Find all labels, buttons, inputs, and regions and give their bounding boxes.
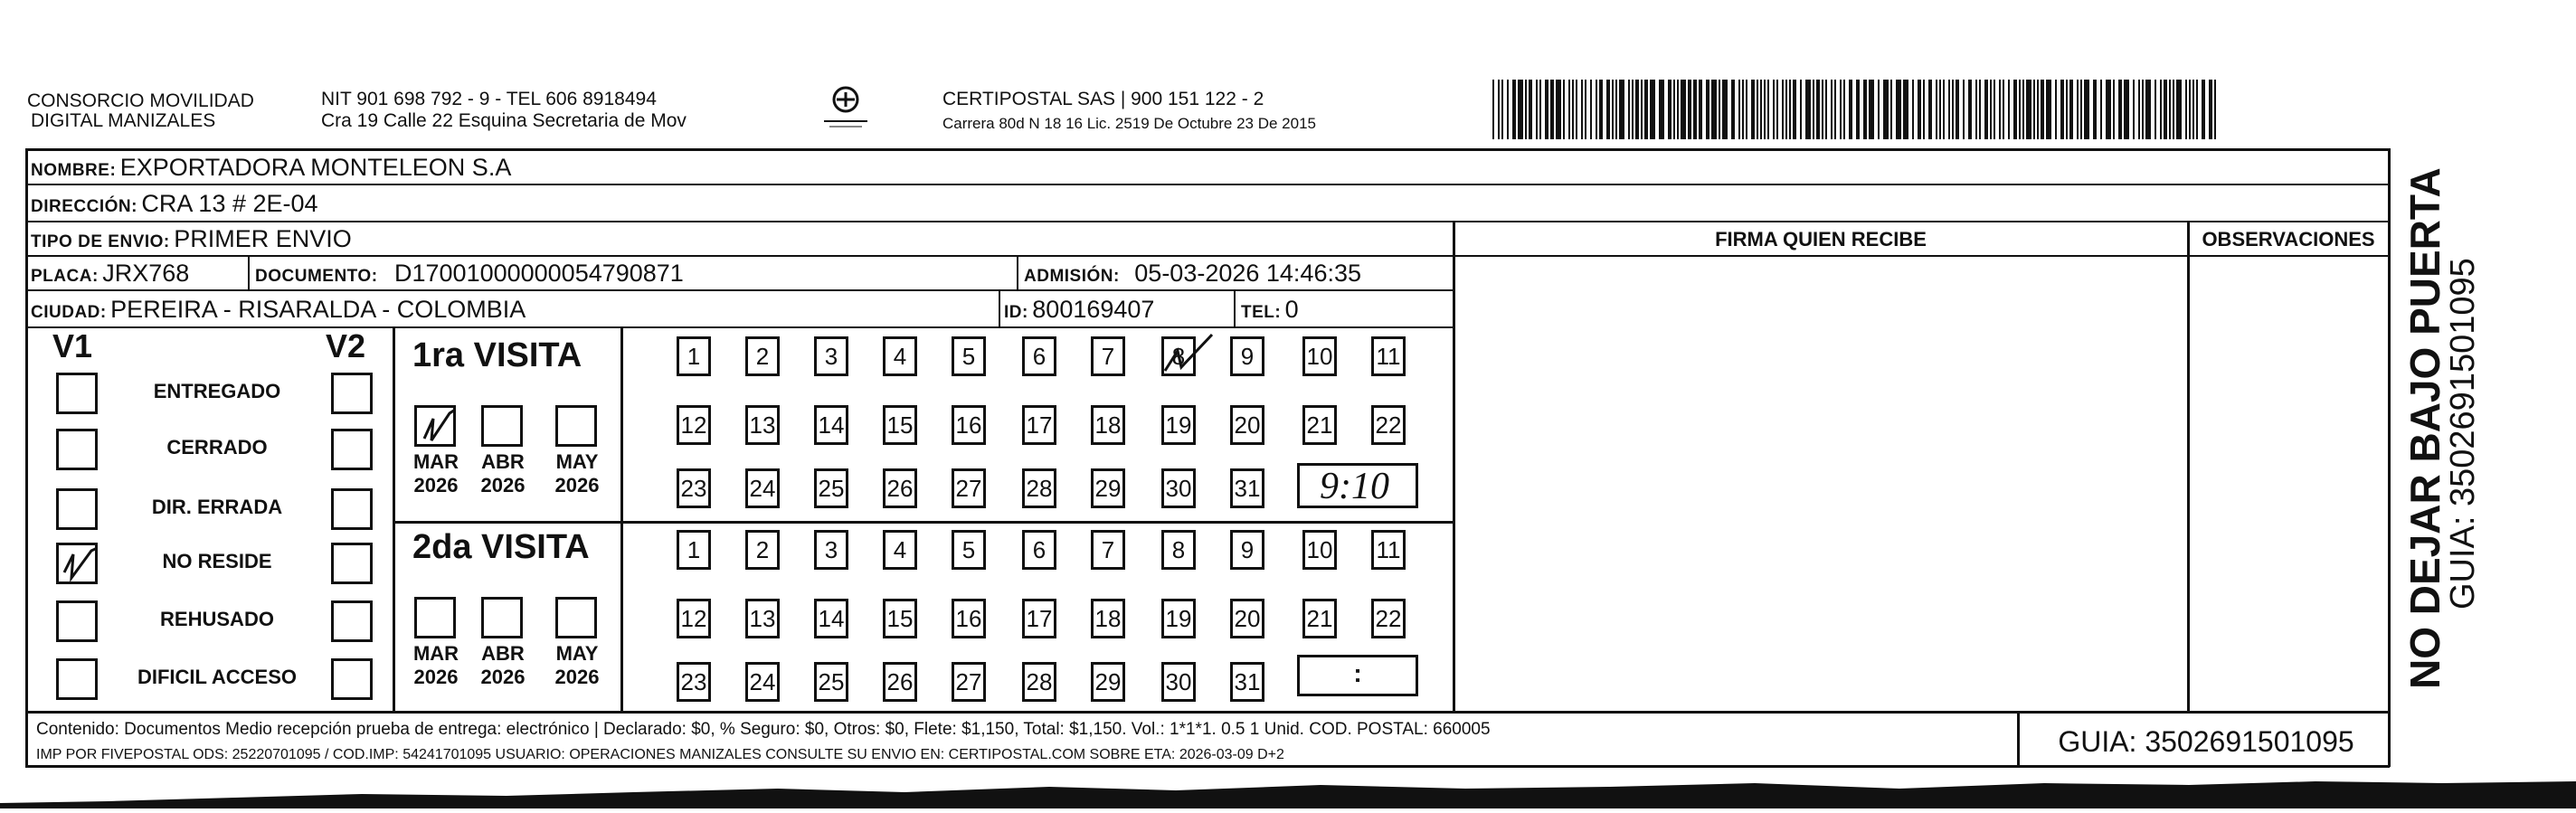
barcode-bar: [1699, 80, 1702, 139]
barcode-bar: [1773, 80, 1775, 139]
barcode-bar: [2185, 80, 2187, 139]
handwritten-time-text: 9:10: [1320, 466, 1389, 506]
year-label: 2026: [480, 474, 526, 496]
barcode-bar: [1628, 80, 1630, 139]
barcode-bar: [2124, 80, 2129, 139]
certipostal-logo: [819, 83, 873, 137]
firma-label: FIRMA QUIEN RECIBE: [1715, 228, 1927, 251]
barcode-bar: [1641, 80, 1643, 139]
barcode-bar: [1635, 80, 1639, 139]
barcode-bar: [1719, 80, 1720, 139]
barcode-bar: [2003, 80, 2004, 139]
v1-status-checkbox[interactable]: [56, 429, 98, 470]
barcode-bar: [2118, 80, 2122, 139]
v1-status-checkbox[interactable]: [56, 488, 98, 530]
second-visit-day[interactable]: 30: [1161, 662, 1196, 702]
barcode-bar: [2133, 80, 2135, 139]
barcode-bar: [2026, 80, 2031, 139]
first-visit-day[interactable]: 6: [1022, 336, 1056, 376]
barcode-bar: [1968, 80, 1972, 139]
barcode-bar: [1903, 80, 1908, 139]
first-visit-day[interactable]: 23: [677, 468, 711, 508]
barcode-bar: [1936, 80, 1937, 139]
first-visit-day[interactable]: 17: [1022, 405, 1056, 445]
barcode-bar: [1556, 80, 1561, 139]
id-value: 800169407: [1032, 296, 1155, 323]
second-visit-day[interactable]: 12: [677, 599, 711, 638]
status-label: NO RESIDE: [162, 550, 272, 572]
barcode-bar: [2145, 80, 2151, 139]
v2-label: V2: [326, 327, 366, 364]
barcode-bar: [1923, 80, 1925, 139]
second-visit-day[interactable]: 2: [745, 530, 780, 570]
barcode-bar: [1492, 80, 1494, 139]
second-visit-day[interactable]: 7: [1091, 530, 1125, 570]
second-visit-day[interactable]: 28: [1022, 662, 1056, 702]
first-visit-day[interactable]: 1: [677, 336, 711, 376]
second-visit-day[interactable]: 11: [1371, 530, 1406, 570]
year-label: 2026: [554, 474, 600, 496]
direccion-value: CRA 13 # 2E-04: [141, 190, 318, 217]
barcode-bar: [2209, 80, 2212, 139]
barcode-bar: [1615, 80, 1617, 139]
barcode-bar: [1518, 80, 1523, 139]
v2-status-checkbox[interactable]: [331, 488, 373, 530]
second-visit-day[interactable]: 3: [814, 530, 848, 570]
tel-value: 0: [1284, 296, 1299, 323]
nombre-value: EXPORTADORA MONTELEON S.A: [119, 154, 512, 181]
barcode-bar: [1805, 80, 1811, 139]
direccion-label: DIRECCIÓN:: [31, 197, 137, 216]
barcode-bar: [1632, 80, 1634, 139]
second-visit-day[interactable]: 23: [677, 662, 711, 702]
month-label: MAY: [555, 642, 599, 665]
status-label: CERRADO: [166, 436, 268, 458]
barcode-bar: [2013, 80, 2017, 139]
barcode-bar: [1963, 80, 1965, 139]
nombre-label: NOMBRE:: [31, 161, 117, 180]
barcode-bar: [1813, 80, 1814, 139]
first-visit-day[interactable]: 3: [814, 336, 848, 376]
second-visit-day[interactable]: 24: [745, 662, 780, 702]
tel-label: TEL:: [1241, 303, 1282, 322]
second-visit-day[interactable]: 27: [952, 662, 986, 702]
first-visit-day[interactable]: 20: [1230, 405, 1264, 445]
barcode-bar: [1606, 80, 1610, 139]
barcode-bar: [1939, 80, 1941, 139]
v2-status-checkbox[interactable]: [331, 543, 373, 584]
barcode-bar: [1539, 80, 1541, 139]
barcode-bar: [1742, 80, 1744, 139]
month-label: MAR: [412, 450, 459, 473]
barcode-bar: [2113, 80, 2115, 139]
first-visit-day[interactable]: 8: [1161, 336, 1196, 376]
v1-status-checkbox[interactable]: [56, 373, 98, 414]
barcode-bar: [1984, 80, 1988, 139]
barcode-bar: [1948, 80, 1950, 139]
second-visit-month-checkbox[interactable]: [414, 597, 456, 638]
barcode-bar: [1568, 80, 1570, 139]
barcode-bar: [1825, 80, 1827, 139]
barcode-bar: [1644, 80, 1648, 139]
first-visit-day[interactable]: 21: [1302, 405, 1337, 445]
first-visit-day[interactable]: 27: [952, 468, 986, 508]
barcode-bar: [1999, 80, 2001, 139]
second-visit-day[interactable]: 4: [883, 530, 917, 570]
first-visit-day[interactable]: 29: [1091, 468, 1125, 508]
barcode-bar: [2060, 80, 2064, 139]
barcode-bar: [1869, 80, 1874, 139]
year-label: 2026: [413, 666, 459, 688]
v2-status-checkbox[interactable]: [331, 429, 373, 470]
admision-value: 05-03-2026 14:46:35: [1134, 260, 1361, 287]
barcode-bar: [1760, 80, 1762, 139]
barcode-bar: [1585, 80, 1586, 139]
barcode-bar: [1545, 80, 1548, 139]
barcode-bar: [2176, 80, 2182, 139]
v2-status-checkbox[interactable]: [331, 658, 373, 700]
imp-line: IMP POR FIVEPOSTAL ODS: 25220701095 / COD.IMP: 54241701095 USUARIO: OPERACIONES MANIZALES CONSULTE SU ENVIO EN: CERTIPOSTAL.COM SOBRE ETA: 2026-03-09 D+2: [36, 747, 1284, 762]
v2-status-checkbox[interactable]: [331, 373, 373, 414]
barcode-bar: [2164, 80, 2167, 139]
barcode-bar: [1673, 80, 1675, 139]
barcode-bar: [1536, 80, 1538, 139]
barcode-bar: [1738, 80, 1740, 139]
barcode-bar: [1767, 80, 1769, 139]
torn-edge: [0, 778, 2576, 808]
barcode-bar: [1918, 80, 1921, 139]
documento-value: D17001000000054790871: [394, 260, 684, 287]
first-visit-day[interactable]: 24: [745, 468, 780, 508]
second-visit-day[interactable]: 13: [745, 599, 780, 638]
month-label: MAR: [412, 642, 459, 665]
v1-status-checkbox[interactable]: [56, 543, 98, 584]
barcode-bar: [1668, 80, 1672, 139]
barcode-bar: [1563, 80, 1565, 139]
second-visit-month-checkbox[interactable]: [481, 597, 523, 638]
first-visit-day[interactable]: 11: [1371, 336, 1406, 376]
barcode-bar: [2100, 80, 2102, 139]
barcode-bar: [2055, 80, 2057, 139]
first-visit-day[interactable]: 31: [1230, 468, 1264, 508]
second-visit-day[interactable]: 9: [1230, 530, 1264, 570]
barcode-bar: [1572, 80, 1574, 139]
second-visit-day[interactable]: 1: [677, 530, 711, 570]
barcode-bar: [1677, 80, 1679, 139]
second-visit-day[interactable]: 14: [814, 599, 848, 638]
side-guia: GUIA: 3502691501095: [2444, 258, 2482, 610]
barcode-bar: [2093, 80, 2097, 139]
year-label: 2026: [554, 666, 600, 688]
barcode-bar: [1650, 80, 1655, 139]
barcode-bar: [1512, 80, 1516, 139]
v2-status-checkbox[interactable]: [331, 600, 373, 642]
barcode-bar: [2046, 80, 2051, 139]
barcode-bar: [2138, 80, 2140, 139]
barcode-bar: [1757, 80, 1758, 139]
barcode-bar: [2022, 80, 2024, 139]
barcode-bar: [1501, 80, 1503, 139]
barcode: [1492, 80, 2216, 139]
barcode-bar: [1722, 80, 1728, 139]
ciudad-label: CIUDAD:: [31, 303, 107, 322]
barcode-bar: [1849, 80, 1852, 139]
first-visit-day[interactable]: 19: [1161, 405, 1196, 445]
barcode-bar: [1731, 80, 1735, 139]
second-time-box[interactable]: :: [1297, 655, 1418, 696]
second-visit-day[interactable]: 18: [1091, 599, 1125, 638]
barcode-bar: [2084, 80, 2089, 139]
nit-line: NIT 901 698 792 - 9 - TEL 606 8918494: [321, 89, 657, 109]
second-visit-day[interactable]: 15: [883, 599, 917, 638]
tipo-envio-label: TIPO DE ENVIO:: [31, 232, 170, 251]
barcode-bar: [2214, 80, 2216, 139]
barcode-bar: [2189, 80, 2191, 139]
company-name-line2: DIGITAL MANIZALES: [31, 110, 216, 131]
month-label: ABR: [481, 642, 525, 665]
status-label: DIFICIL ACCESO: [137, 666, 297, 688]
barcode-bar: [2069, 80, 2073, 139]
barcode-bar: [1952, 80, 1954, 139]
first-visit-day[interactable]: 28: [1022, 468, 1056, 508]
first-visit-day[interactable]: 15: [883, 405, 917, 445]
barcode-bar: [1990, 80, 1992, 139]
barcode-bar: [1681, 80, 1686, 139]
first-visit-day[interactable]: 25: [814, 468, 848, 508]
second-visit-month-checkbox[interactable]: [555, 597, 597, 638]
second-visit-day[interactable]: 31: [1230, 662, 1264, 702]
v1-status-checkbox[interactable]: [56, 600, 98, 642]
second-visit-day[interactable]: 22: [1371, 599, 1406, 638]
first-visit-day[interactable]: 12: [677, 405, 711, 445]
barcode-bar: [1498, 80, 1500, 139]
barcode-bar: [1789, 80, 1791, 139]
first-visit-day[interactable]: 30: [1161, 468, 1196, 508]
day-check-mark: [1160, 331, 1214, 382]
barcode-bar: [2173, 80, 2174, 139]
barcode-bar: [1550, 80, 1554, 139]
barcode-bar: [1525, 80, 1527, 139]
barcode-bar: [2041, 80, 2044, 139]
barcode-bar: [2008, 80, 2010, 139]
status-label: REHUSADO: [160, 608, 274, 630]
guia-footer: GUIA: 3502691501095: [2058, 725, 2354, 758]
placa-label: PLACA:: [31, 267, 99, 286]
barcode-bar: [2077, 80, 2079, 139]
first-visit-day[interactable]: 5: [952, 336, 986, 376]
barcode-bar: [1878, 80, 1880, 139]
barcode-bar: [1776, 80, 1778, 139]
barcode-bar: [1822, 80, 1823, 139]
first-visit-day[interactable]: 16: [952, 405, 986, 445]
tipo-envio-value: PRIMER ENVIO: [174, 225, 352, 252]
barcode-bar: [1831, 80, 1833, 139]
first-visit-month-checkbox[interactable]: [481, 405, 523, 447]
barcode-bar: [2066, 80, 2068, 139]
barcode-bar: [1994, 80, 1995, 139]
barcode-bar: [1576, 80, 1577, 139]
barcode-bar: [2080, 80, 2082, 139]
v1-status-checkbox[interactable]: [56, 658, 98, 700]
second-visit-day[interactable]: 17: [1022, 599, 1056, 638]
second-visit-day[interactable]: 19: [1161, 599, 1196, 638]
second-visit-title: 2da VISITA: [412, 528, 590, 566]
barcode-bar: [1596, 80, 1597, 139]
second-visit-day[interactable]: 16: [952, 599, 986, 638]
barcode-bar: [1979, 80, 1981, 139]
second-visit-day[interactable]: 29: [1091, 662, 1125, 702]
handwritten-time: [1300, 466, 1416, 506]
barcode-bar: [1688, 80, 1691, 139]
barcode-bar: [1793, 80, 1796, 139]
barcode-bar: [1840, 80, 1842, 139]
barcode-bar: [1746, 80, 1747, 139]
second-visit-day[interactable]: 26: [883, 662, 917, 702]
barcode-bar: [1800, 80, 1802, 139]
certipostal-line: CERTIPOSTAL SAS | 900 151 122 - 2: [942, 89, 1264, 109]
barcode-bar: [1928, 80, 1932, 139]
first-visit-day[interactable]: 26: [883, 468, 917, 508]
admision-label: ADMISIÓN:: [1024, 267, 1120, 286]
observaciones-label: OBSERVACIONES: [2202, 228, 2375, 251]
second-visit-day[interactable]: 10: [1302, 530, 1337, 570]
barcode-bar: [1883, 80, 1889, 139]
month-label: ABR: [481, 450, 525, 473]
second-visit-day[interactable]: 8: [1161, 530, 1196, 570]
status-label: DIR. ERRADA: [151, 496, 283, 518]
first-visit-day[interactable]: 10: [1302, 336, 1337, 376]
first-visit-month-checkbox[interactable]: [555, 405, 597, 447]
first-visit-title: 1ra VISITA: [412, 336, 582, 374]
second-visit-day[interactable]: 20: [1230, 599, 1264, 638]
year-label: 2026: [480, 666, 526, 688]
barcode-bar: [2202, 80, 2205, 139]
barcode-bar: [2037, 80, 2039, 139]
first-visit-day[interactable]: 4: [883, 336, 917, 376]
contenido-line: Contenido: Documentos Medio recepción prueba de entrega: electrónico | Declarado: $0, % Seguro: $0, Otros: $0, Flete: $1,150, Total: $1,150. Vol.: 1*1*1. 0.5 1 Unid. COD. POSTAL: 660005: [36, 720, 1491, 739]
first-visit-day[interactable]: 18: [1091, 405, 1125, 445]
barcode-bar: [1619, 80, 1624, 139]
barcode-bar: [2033, 80, 2035, 139]
barcode-bar: [1693, 80, 1697, 139]
second-visit-day[interactable]: 21: [1302, 599, 1337, 638]
certipostal-address: Carrera 80d N 18 16 Lic. 2519 De Octubre 23 De 2015: [942, 115, 1316, 132]
company-name-line1: CONSORCIO MOVILIDAD: [27, 90, 254, 111]
barcode-bar: [1912, 80, 1914, 139]
barcode-bar: [1943, 80, 1945, 139]
barcode-bar: [1816, 80, 1820, 139]
barcode-bar: [1975, 80, 1977, 139]
first-visit-day[interactable]: 9: [1230, 336, 1264, 376]
first-visit-day[interactable]: 22: [1371, 405, 1406, 445]
barcode-bar: [2169, 80, 2171, 139]
month-label: MAY: [555, 450, 599, 473]
barcode-bar: [1785, 80, 1787, 139]
barcode-bar: [2160, 80, 2162, 139]
barcode-bar: [2192, 80, 2194, 139]
year-label: 2026: [413, 474, 459, 496]
barcode-bar: [2142, 80, 2144, 139]
second-visit-day[interactable]: 6: [1022, 530, 1056, 570]
barcode-bar: [1856, 80, 1860, 139]
first-visit-day[interactable]: 2: [745, 336, 780, 376]
second-visit-day[interactable]: 5: [952, 530, 986, 570]
documento-label: DOCUMENTO:: [255, 267, 378, 286]
no-dejar-bajo-puerta: NO DEJAR BAJO PUERTA: [2401, 167, 2448, 689]
barcode-bar: [1956, 80, 1959, 139]
id-label: ID:: [1004, 303, 1028, 322]
barcode-bar: [1529, 80, 1532, 139]
barcode-bar: [2196, 80, 2198, 139]
barcode-bar: [1751, 80, 1755, 139]
barcode-bar: [1764, 80, 1766, 139]
first-time-box[interactable]: [1297, 463, 1418, 508]
barcode-bar: [2019, 80, 2021, 139]
barcode-bar: [1782, 80, 1784, 139]
first-visit-day[interactable]: 14: [814, 405, 848, 445]
barcode-bar: [1659, 80, 1664, 139]
barcode-bar: [1599, 80, 1603, 139]
barcode-bar: [1507, 80, 1509, 139]
first-visit-day[interactable]: 13: [745, 405, 780, 445]
barcode-bar: [2106, 80, 2111, 139]
company-address: Cra 19 Calle 22 Esquina Secretaria de Mov: [321, 110, 687, 131]
barcode-bar: [2155, 80, 2156, 139]
barcode-bar: [1612, 80, 1614, 139]
barcode-bar: [1581, 80, 1583, 139]
barcode-bar: [1863, 80, 1867, 139]
barcode-bar: [1590, 80, 1592, 139]
barcode-bar: [1896, 80, 1901, 139]
barcode-bar: [1706, 80, 1709, 139]
status-label: ENTREGADO: [153, 380, 281, 402]
barcode-bar: [1890, 80, 1892, 139]
first-visit-month-checkbox[interactable]: [414, 405, 456, 447]
barcode-bar: [1711, 80, 1717, 139]
barcode-bar: [1834, 80, 1836, 139]
ciudad-value: PEREIRA - RISARALDA - COLOMBIA: [110, 296, 526, 323]
barcode-bar: [1843, 80, 1845, 139]
second-visit-day[interactable]: 25: [814, 662, 848, 702]
v1-label: V1: [52, 327, 93, 364]
first-visit-day[interactable]: 7: [1091, 336, 1125, 376]
placa-value: JRX768: [102, 260, 190, 287]
